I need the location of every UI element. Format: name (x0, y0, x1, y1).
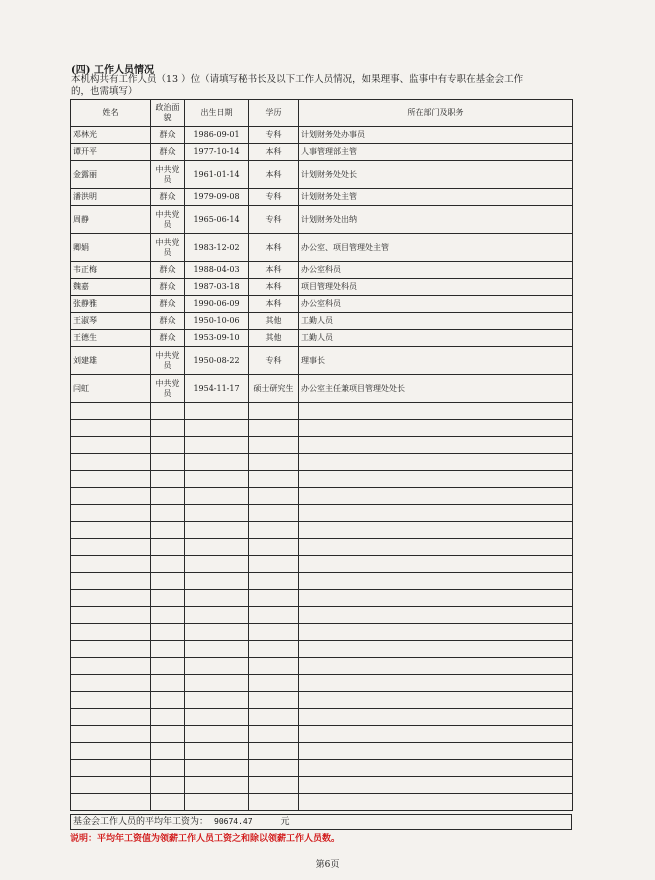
blank-cell (299, 709, 573, 726)
blank-cell (299, 777, 573, 794)
blank-cell (185, 777, 249, 794)
table-row (71, 347, 573, 375)
intro-line-1: 本机构共有工作人员（13 ）位（请填写秘书长及以下工作人员情况，如果理事、监事中有专职在基金会工作 (71, 74, 524, 85)
cell-department: 办公室主任兼项目管理处处长 (299, 375, 573, 403)
cell-education: 专科 (249, 127, 299, 144)
table-row (71, 127, 573, 144)
blank-cell (185, 675, 249, 692)
blank-cell (185, 556, 249, 573)
blank-cell (71, 709, 151, 726)
blank-cell (71, 488, 151, 505)
blank-cell (185, 607, 249, 624)
cell-department: 项目管理处科员 (299, 279, 573, 296)
cell-birth: 1983-12-02 (185, 234, 249, 262)
blank-table-row (71, 471, 573, 488)
blank-cell (185, 573, 249, 590)
blank-cell (299, 505, 573, 522)
header-department: 所在部门及职务 (299, 100, 573, 127)
blank-cell (299, 726, 573, 743)
blank-cell (185, 692, 249, 709)
section-title: (四) 工作人员情况 (71, 65, 154, 76)
blank-cell (299, 641, 573, 658)
blank-cell (71, 522, 151, 539)
blank-cell (71, 573, 151, 590)
cell-name: 王德生 (71, 330, 151, 347)
cell-department: 计划财务处出纳 (299, 206, 573, 234)
cell-name: 闫虹 (71, 375, 151, 403)
blank-table-row (71, 420, 573, 437)
blank-table-row (71, 760, 573, 777)
table-header-row (71, 100, 573, 127)
cell-birth: 1977-10-14 (185, 144, 249, 161)
blank-cell (151, 454, 185, 471)
blank-table-row (71, 454, 573, 471)
blank-cell (185, 471, 249, 488)
blank-cell (71, 760, 151, 777)
blank-table-row (71, 777, 573, 794)
blank-cell (249, 454, 299, 471)
cell-name: 卿娟 (71, 234, 151, 262)
blank-cell (249, 794, 299, 811)
blank-cell (299, 420, 573, 437)
cell-name: 邓林光 (71, 127, 151, 144)
blank-cell (249, 556, 299, 573)
blank-cell (151, 692, 185, 709)
cell-department: 办公室、项目管理处主管 (299, 234, 573, 262)
cell-political: 群众 (151, 189, 185, 206)
average-salary-unit: 元 (280, 817, 290, 827)
cell-political: 中共党员 (151, 206, 185, 234)
blank-cell (71, 420, 151, 437)
blank-cell (185, 658, 249, 675)
blank-cell (185, 454, 249, 471)
cell-education: 本科 (249, 144, 299, 161)
cell-political: 中共党员 (151, 347, 185, 375)
header-birth: 出生日期 (185, 100, 249, 127)
blank-cell (249, 573, 299, 590)
blank-table-row (71, 641, 573, 658)
blank-cell (151, 437, 185, 454)
average-salary-value: 90674.47 (214, 817, 253, 826)
blank-cell (299, 590, 573, 607)
blank-cell (71, 556, 151, 573)
blank-cell (185, 726, 249, 743)
cell-birth: 1988-04-03 (185, 262, 249, 279)
cell-department: 计划财务处主管 (299, 189, 573, 206)
blank-cell (151, 675, 185, 692)
blank-cell (151, 709, 185, 726)
blank-cell (249, 488, 299, 505)
blank-cell (249, 675, 299, 692)
table-row (71, 375, 573, 403)
blank-cell (249, 743, 299, 760)
cell-education: 硕士研究生 (249, 375, 299, 403)
blank-cell (249, 658, 299, 675)
blank-cell (71, 403, 151, 420)
blank-cell (185, 437, 249, 454)
blank-cell (299, 743, 573, 760)
blank-cell (71, 471, 151, 488)
cell-department: 理事长 (299, 347, 573, 375)
table-row (71, 313, 573, 330)
cell-name: 张静雅 (71, 296, 151, 313)
staff-table (70, 99, 573, 811)
blank-cell (185, 709, 249, 726)
cell-political: 群众 (151, 262, 185, 279)
cell-political: 群众 (151, 296, 185, 313)
cell-birth: 1950-10-06 (185, 313, 249, 330)
blank-cell (71, 794, 151, 811)
blank-table-row (71, 794, 573, 811)
blank-table-row (71, 556, 573, 573)
cell-department: 计划财务处处长 (299, 161, 573, 189)
blank-cell (151, 607, 185, 624)
blank-cell (151, 556, 185, 573)
blank-cell (151, 590, 185, 607)
blank-cell (151, 777, 185, 794)
cell-name: 谭开平 (71, 144, 151, 161)
cell-department: 工勤人员 (299, 313, 573, 330)
cell-name: 潘洪明 (71, 189, 151, 206)
blank-cell (71, 607, 151, 624)
blank-cell (299, 454, 573, 471)
table-row (71, 206, 573, 234)
blank-cell (185, 403, 249, 420)
blank-cell (151, 539, 185, 556)
blank-cell (71, 539, 151, 556)
blank-cell (299, 556, 573, 573)
cell-political: 群众 (151, 127, 185, 144)
cell-political: 群众 (151, 279, 185, 296)
blank-cell (151, 641, 185, 658)
cell-education: 本科 (249, 234, 299, 262)
table-row (71, 296, 573, 313)
blank-cell (299, 658, 573, 675)
blank-cell (71, 437, 151, 454)
blank-cell (71, 675, 151, 692)
blank-cell (249, 692, 299, 709)
note-text: 说明：平均年工资值为领薪工作人员工资之和除以领薪工作人员数。 (70, 834, 341, 844)
blank-cell (71, 743, 151, 760)
cell-birth: 1990-06-09 (185, 296, 249, 313)
blank-cell (71, 624, 151, 641)
header-political: 政治面貌 (151, 100, 185, 127)
blank-cell (185, 522, 249, 539)
table-row (71, 161, 573, 189)
average-salary-label: 基金会工作人员的平均年工资为： (73, 817, 209, 827)
blank-cell (299, 522, 573, 539)
blank-cell (249, 726, 299, 743)
blank-cell (249, 590, 299, 607)
cell-education: 其他 (249, 330, 299, 347)
blank-cell (185, 505, 249, 522)
table-row (71, 330, 573, 347)
blank-cell (249, 403, 299, 420)
blank-cell (151, 522, 185, 539)
cell-name: 王淑琴 (71, 313, 151, 330)
table-row (71, 279, 573, 296)
blank-cell (151, 420, 185, 437)
blank-cell (185, 794, 249, 811)
blank-table-row (71, 624, 573, 641)
cell-name: 周静 (71, 206, 151, 234)
cell-political: 中共党员 (151, 375, 185, 403)
blank-cell (299, 471, 573, 488)
cell-name: 韦正梅 (71, 262, 151, 279)
staff-table-body (71, 127, 573, 811)
blank-cell (249, 607, 299, 624)
blank-table-row (71, 692, 573, 709)
blank-cell (151, 573, 185, 590)
blank-table-row (71, 658, 573, 675)
blank-cell (71, 454, 151, 471)
blank-cell (249, 539, 299, 556)
average-salary-row (70, 814, 572, 830)
blank-cell (299, 624, 573, 641)
cell-birth: 1979-09-08 (185, 189, 249, 206)
blank-cell (151, 624, 185, 641)
cell-education: 本科 (249, 262, 299, 279)
cell-political: 中共党员 (151, 234, 185, 262)
blank-cell (299, 488, 573, 505)
blank-cell (151, 403, 185, 420)
blank-cell (249, 624, 299, 641)
blank-cell (249, 505, 299, 522)
blank-table-row (71, 505, 573, 522)
cell-department: 人事管理部主管 (299, 144, 573, 161)
blank-cell (299, 437, 573, 454)
cell-birth: 1965-06-14 (185, 206, 249, 234)
blank-cell (249, 760, 299, 777)
cell-political: 群众 (151, 144, 185, 161)
cell-birth: 1986-09-01 (185, 127, 249, 144)
blank-cell (151, 743, 185, 760)
cell-department: 计划财务处办事员 (299, 127, 573, 144)
cell-education: 专科 (249, 206, 299, 234)
blank-table-row (71, 607, 573, 624)
blank-cell (71, 590, 151, 607)
cell-department: 工勤人员 (299, 330, 573, 347)
blank-cell (249, 437, 299, 454)
blank-cell (185, 539, 249, 556)
cell-political: 群众 (151, 313, 185, 330)
blank-table-row (71, 743, 573, 760)
blank-cell (151, 726, 185, 743)
cell-education: 本科 (249, 296, 299, 313)
blank-cell (299, 573, 573, 590)
blank-cell (249, 471, 299, 488)
cell-name: 刘建雄 (71, 347, 151, 375)
cell-birth: 1961-01-14 (185, 161, 249, 189)
blank-cell (185, 760, 249, 777)
blank-cell (249, 522, 299, 539)
blank-cell (71, 692, 151, 709)
cell-political: 中共党员 (151, 161, 185, 189)
header-education: 学历 (249, 100, 299, 127)
blank-table-row (71, 675, 573, 692)
blank-cell (151, 794, 185, 811)
blank-cell (249, 420, 299, 437)
cell-name: 魏嘉 (71, 279, 151, 296)
blank-cell (151, 505, 185, 522)
blank-table-row (71, 488, 573, 505)
blank-cell (185, 641, 249, 658)
cell-department: 办公室科员 (299, 296, 573, 313)
blank-cell (71, 777, 151, 794)
intro-line-2: 的，也需填写） (71, 86, 138, 97)
blank-table-row (71, 437, 573, 454)
blank-cell (299, 607, 573, 624)
cell-education: 专科 (249, 347, 299, 375)
cell-department: 办公室科员 (299, 262, 573, 279)
table-row (71, 189, 573, 206)
page-number: 第6页 (315, 860, 340, 870)
blank-cell (185, 743, 249, 760)
cell-birth: 1953-09-10 (185, 330, 249, 347)
cell-birth: 1954-11-17 (185, 375, 249, 403)
table-row (71, 144, 573, 161)
cell-name: 金露丽 (71, 161, 151, 189)
blank-cell (151, 658, 185, 675)
blank-cell (299, 675, 573, 692)
blank-cell (71, 726, 151, 743)
blank-cell (71, 641, 151, 658)
blank-cell (151, 471, 185, 488)
blank-table-row (71, 403, 573, 420)
blank-cell (299, 692, 573, 709)
table-row (71, 234, 573, 262)
blank-cell (185, 420, 249, 437)
cell-political: 群众 (151, 330, 185, 347)
cell-education: 本科 (249, 279, 299, 296)
blank-cell (185, 624, 249, 641)
cell-education: 专科 (249, 189, 299, 206)
blank-cell (71, 505, 151, 522)
blank-cell (249, 709, 299, 726)
blank-cell (185, 488, 249, 505)
blank-table-row (71, 590, 573, 607)
cell-birth: 1950-08-22 (185, 347, 249, 375)
blank-table-row (71, 573, 573, 590)
blank-cell (249, 777, 299, 794)
blank-table-row (71, 522, 573, 539)
blank-cell (299, 760, 573, 777)
blank-cell (249, 641, 299, 658)
cell-birth: 1987-03-18 (185, 279, 249, 296)
blank-table-row (71, 539, 573, 556)
cell-education: 其他 (249, 313, 299, 330)
cell-education: 本科 (249, 161, 299, 189)
blank-table-row (71, 709, 573, 726)
blank-cell (151, 488, 185, 505)
blank-cell (185, 590, 249, 607)
blank-cell (71, 658, 151, 675)
blank-cell (299, 539, 573, 556)
blank-cell (151, 760, 185, 777)
blank-table-row (71, 726, 573, 743)
intro-text (71, 74, 571, 98)
header-name: 姓名 (71, 100, 151, 127)
blank-cell (299, 794, 573, 811)
table-row (71, 262, 573, 279)
blank-cell (299, 403, 573, 420)
